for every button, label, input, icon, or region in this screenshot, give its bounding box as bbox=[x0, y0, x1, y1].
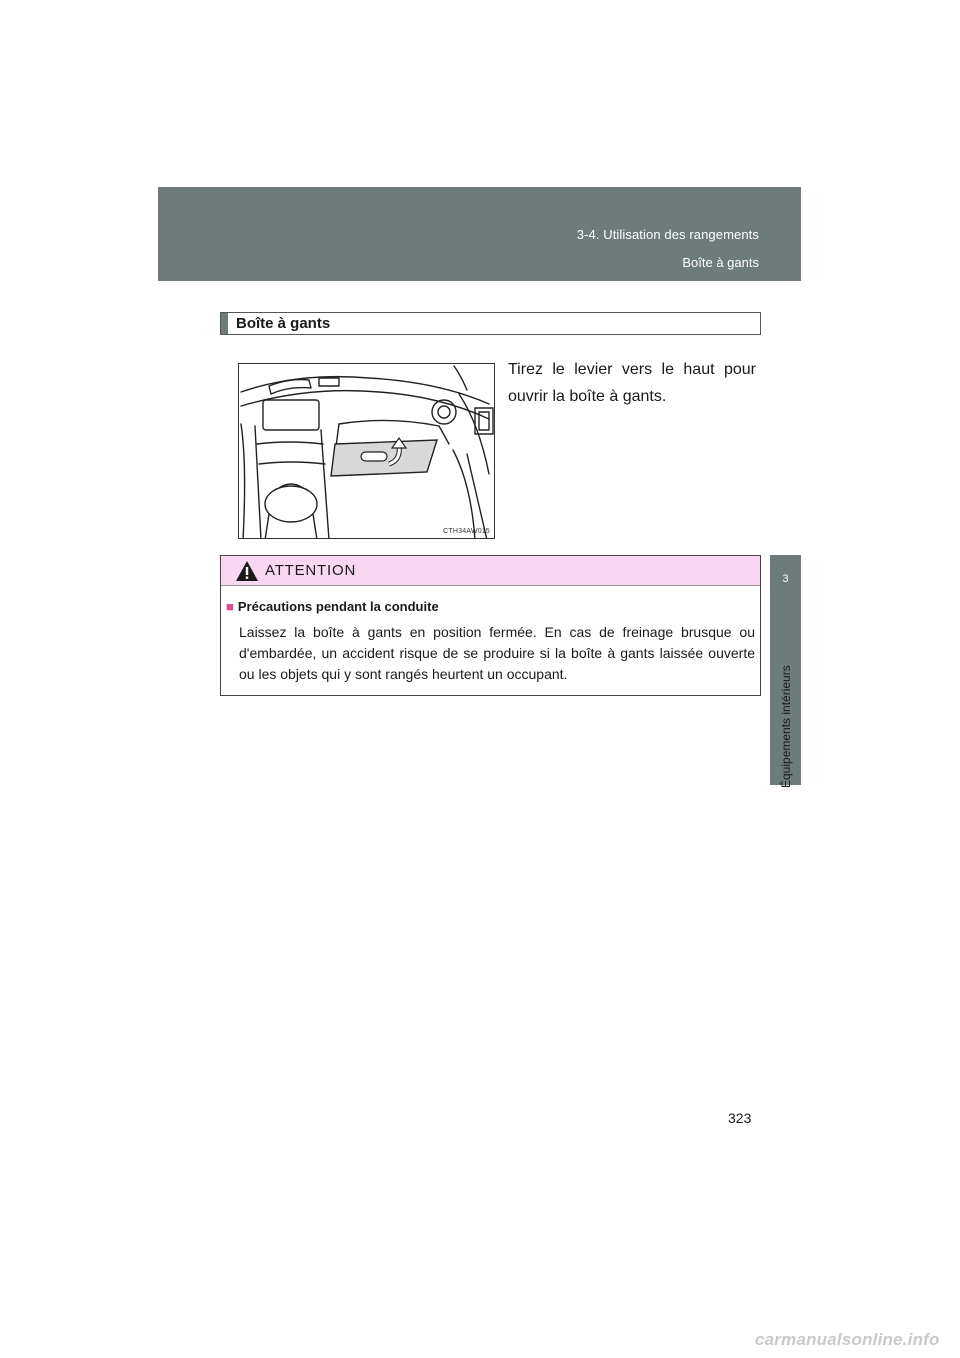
warning-subtitle-row bbox=[226, 599, 439, 614]
warning-triangle-icon bbox=[235, 560, 259, 582]
page-number: 323 bbox=[728, 1110, 752, 1126]
chapter-label-wrap bbox=[770, 628, 801, 788]
section-heading bbox=[220, 312, 761, 335]
warning-box bbox=[220, 555, 761, 696]
warning-subtitle: Précautions pendant la conduite bbox=[237, 599, 439, 614]
header-section-title: 3-4. Utilisation des rangements bbox=[576, 227, 759, 242]
chapter-number: 3 bbox=[782, 573, 789, 585]
instruction-text: Tirez le levier vers le haut pour ouvrir la boîte à gants. bbox=[508, 361, 756, 405]
illustration-code: CTH34AW015 bbox=[443, 528, 490, 535]
chapter-label: Équipements intérieurs bbox=[779, 665, 793, 788]
section-heading-bar bbox=[221, 313, 228, 334]
square-bullet-icon: ■ bbox=[226, 599, 234, 614]
watermark: carmanualsonline.info bbox=[755, 1330, 940, 1349]
dashboard-drawing bbox=[239, 364, 495, 539]
warning-header bbox=[221, 556, 760, 586]
warning-title: ATTENTION bbox=[265, 562, 357, 579]
glovebox-illustration bbox=[238, 363, 495, 539]
header-band bbox=[158, 187, 801, 281]
section-title: Boîte à gants bbox=[236, 315, 331, 332]
warning-body: Laissez la boîte à gants en position fermée. En cas de freinage brusque ou d'embardée, un accident risque de se produire si la boîte à gants laissée ouverte ou les objets qui y sont rangés heurtent un occupant. bbox=[239, 624, 755, 682]
header-subsection-title: Boîte à gants bbox=[682, 255, 759, 270]
